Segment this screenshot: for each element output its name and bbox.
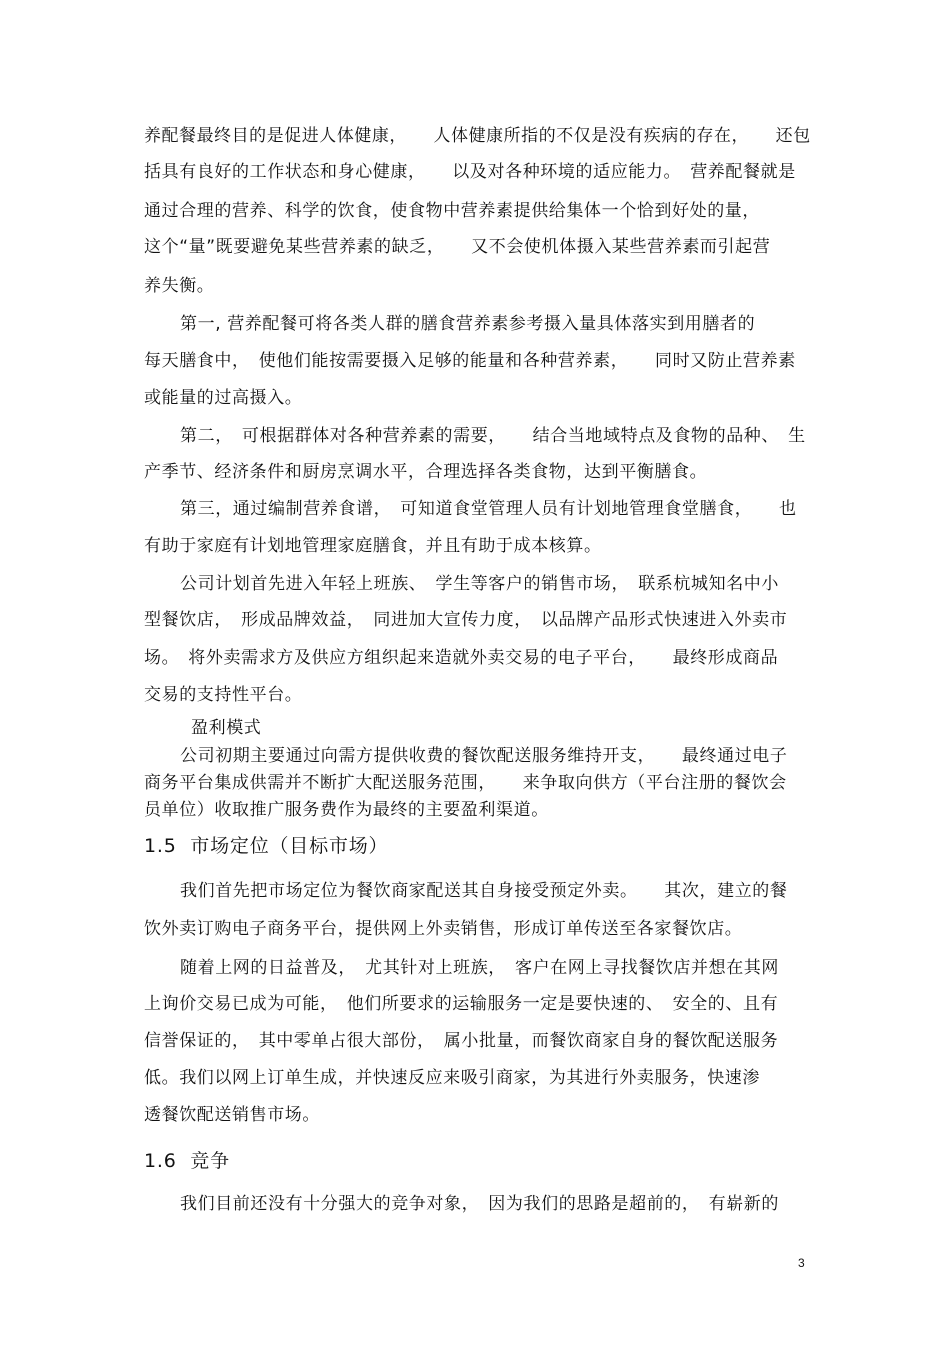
text-line: 公司初期主要通过向需方提供收费的餐饮配送服务维持开支， 最终通过电子 bbox=[180, 746, 788, 766]
section-subtitle: 盈利模式 bbox=[191, 718, 262, 738]
section-heading: 1.5 市场定位（目标市场） bbox=[144, 835, 389, 857]
text-line: 交易的支持性平台。 bbox=[144, 685, 303, 705]
text-line: 第三，通过编制营养食谱， 可知道食堂管理人员有计划地管理食堂膳食， 也 bbox=[180, 499, 797, 519]
text-line: 这个“量”既要避免某些营养素的缺乏， 又不会使机体摄入某些营养素而引起营 bbox=[144, 237, 771, 257]
text-line: 产季节、经济条件和厨房烹调水平，合理选择各类食物，达到平衡膳食。 bbox=[144, 462, 708, 482]
text-line: 场。 将外卖需求方及供应方组织起来造就外卖交易的电子平台， 最终形成商品 bbox=[144, 648, 779, 668]
text-line: 我们目前还没有十分强大的竞争对象， 因为我们的思路是超前的， 有崭新的 bbox=[180, 1194, 779, 1214]
text-line: 或能量的过高摄入。 bbox=[144, 388, 303, 408]
text-line: 通过合理的营养、科学的饮食，使食物中营养素提供给集体一个恰到好处的量， bbox=[144, 201, 760, 221]
page-number: 3 bbox=[798, 1256, 805, 1270]
text-line: 养配餐最终目的是促进人体健康， 人体健康所指的不仅是没有疾病的存在， 还包 bbox=[144, 126, 811, 146]
text-line: 信誉保证的， 其中零单占很大部份， 属小批量，而餐饮商家自身的餐饮配送服务 bbox=[144, 1031, 779, 1051]
text-line: 每天膳食中， 使他们能按需要摄入足够的能量和各种营养素， 同时又防止营养素 bbox=[144, 351, 796, 371]
text-line: 公司计划首先进入年轻上班族、 学生等客户的销售市场， 联系杭城知名中小 bbox=[180, 574, 779, 594]
text-line: 饮外卖订购电子商务平台，提供网上外卖销售，形成订单传送至各家餐饮店。 bbox=[144, 919, 743, 939]
text-line: 养失衡。 bbox=[144, 276, 215, 296]
text-line: 我们首先把市场定位为餐饮商家配送其自身接受预定外卖。 其次，建立的餐 bbox=[180, 881, 788, 901]
text-line: 员单位）收取推广服务费作为最终的主要盈利渠道。 bbox=[144, 800, 549, 820]
text-line: 上询价交易已成为可能， 他们所要求的运输服务一定是要快速的、 安全的、且有 bbox=[144, 994, 779, 1014]
text-line: 商务平台集成供需并不断扩大配送服务范围， 来争取向供方（平台注册的餐饮会 bbox=[144, 773, 787, 793]
text-line: 第一, 营养配餐可将各类人群的膳食营养素参考摄入量具体落实到用膳者的 bbox=[180, 314, 756, 334]
section-heading: 1.6 竞争 bbox=[144, 1150, 230, 1172]
text-line: 有助于家庭有计划地管理家庭膳食，并且有助于成本核算。 bbox=[144, 536, 602, 556]
text-line: 透餐饮配送销售市场。 bbox=[144, 1105, 320, 1125]
text-line: 括具有良好的工作状态和身心健康， 以及对各种环境的适应能力。 营养配餐就是 bbox=[144, 162, 796, 182]
text-line: 随着上网的日益普及， 尤其针对上班族， 客户在网上寻找餐饮店并想在其网 bbox=[180, 958, 779, 978]
text-line: 型餐饮店， 形成品牌效益， 同进加大宣传力度， 以品牌产品形式快速进入外卖市 bbox=[144, 610, 788, 630]
text-line: 第二， 可根据群体对各种营养素的需要， 结合当地域特点及食物的品种、 生 bbox=[180, 426, 806, 446]
text-line: 低。我们以网上订单生成，并快速反应来吸引商家，为其进行外卖服务，快速渗 bbox=[144, 1068, 760, 1088]
